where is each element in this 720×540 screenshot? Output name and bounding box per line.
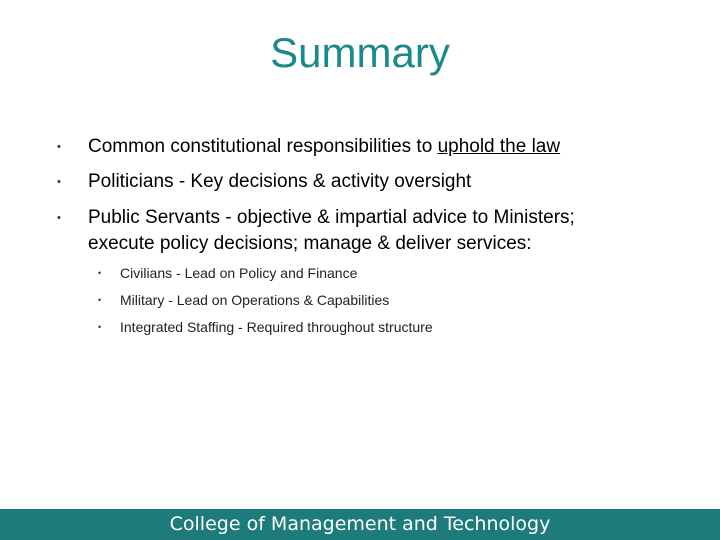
footer-institution-name: College of Management and Technology (169, 513, 551, 535)
bullet-text: Politicians - Key decisions & activity oversight (88, 171, 472, 192)
sub-bullet-text: Integrated Staffing - Required throughout structure (120, 319, 433, 335)
bullet-marker: • (57, 141, 61, 153)
footer-bar (0, 509, 720, 540)
bullet-marker: • (57, 176, 61, 188)
bullet-text (88, 134, 698, 160)
slide-title: Summary (270, 29, 450, 76)
bullet-text-line1: Public Servants - objective & impartial advice to Ministers; (88, 207, 575, 228)
bullet-text-start: Common constitutional responsibilities to (88, 136, 438, 157)
bullet-marker: • (57, 212, 61, 224)
bullet-text (88, 205, 698, 257)
sub-bullet-text: Military - Lead on Operations & Capabilities (120, 292, 390, 308)
bullet-text-line2: execute policy decisions; manage & deliver services: (88, 233, 532, 254)
underlined-phrase: uphold the law (437, 136, 561, 157)
sub-bullet-marker: • (98, 295, 102, 305)
sub-bullet-marker: • (98, 268, 102, 278)
sub-bullet-text: Civilians - Lead on Policy and Finance (120, 265, 358, 281)
sub-bullet-marker: • (98, 322, 102, 332)
